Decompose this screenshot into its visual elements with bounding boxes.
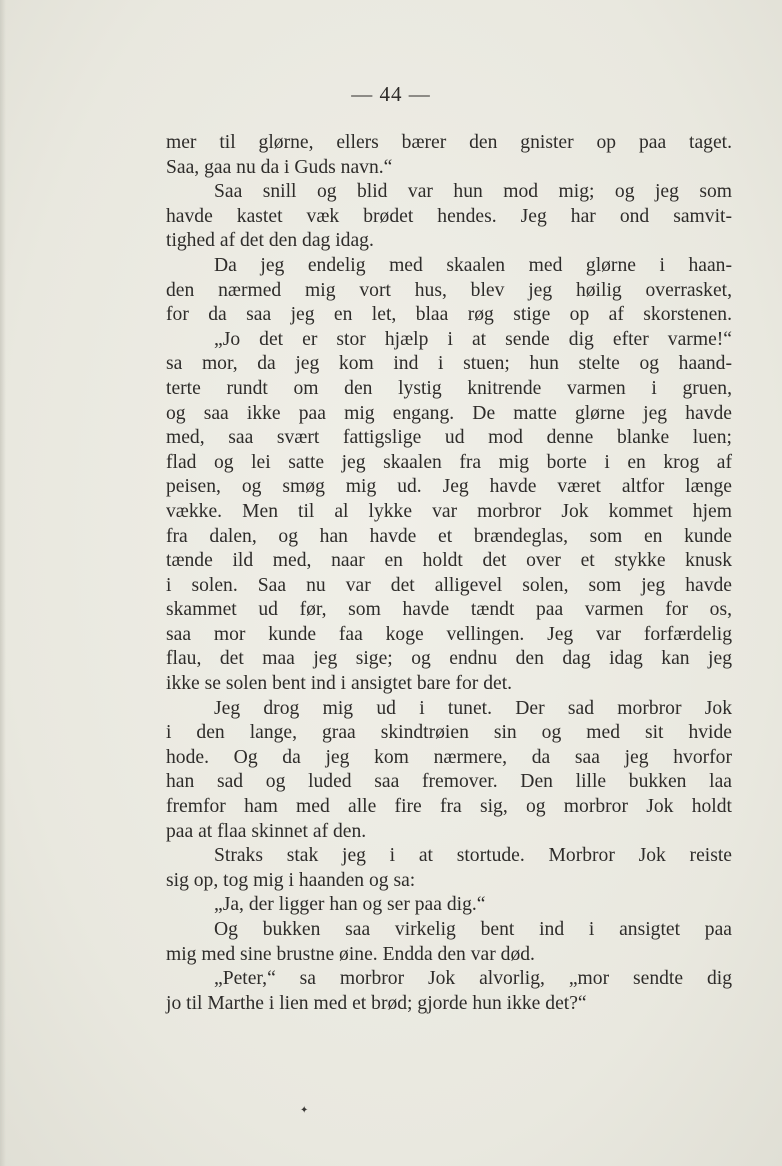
text-line: Og bukken saa virkelig bent ind i ansigtet paa [214,919,732,940]
text-line: Straks stak jeg i at stortude. Morbror Jok reiste [214,845,732,867]
text-line: „Jo det er stor hjælp i at sende dig efter varme!“ [214,328,732,350]
text-line: saa mor kunde faa koge vellingen. Jeg var forfærdelig [166,623,732,645]
text-line: havde kastet væk brødet hendes. Jeg har ond samvit- [166,205,732,227]
text-line: jo til Marthe i lien med et brød; gjorde hun ikke det?“ [166,992,587,1014]
text-line: „Ja, der ligger han og ser paa dig.“ [214,894,486,916]
text-line: mig med sine brustne øine. Endda den var død. [166,943,535,965]
text-line: den nærmed mig vort hus, blev jeg høilig overrasket, [166,279,732,301]
text-line: paa at flaa skinnet af den. [166,820,367,842]
text-line: terte rundt om den lystig knitrende varmen i gruen, [166,377,732,399]
text-line: „Peter,“ sa morbror Jok alvorlig, „mor sendte dig [214,968,732,990]
text-line: tighed af det den dag idag. [166,230,374,252]
text-line: tænde ild med, naar en holdt det over et stykke knusk [166,550,732,572]
text-line: peisen, og smøg mig ud. Jeg havde været altfor længe [166,476,732,498]
text-line: sa mor, da jeg kom ind i stuen; hun stelte og haand- [166,353,732,375]
page-number: — 44 — [351,82,431,106]
text-line: for da saa jeg en let, blaa røg stige op af skorstenen. [166,304,732,326]
ink-speck-mark: ✦ [300,1105,309,1116]
text-line: Saa snill og blid var hun mod mig; og jeg som [214,181,732,203]
text-line: Da jeg endelig med skaalen med glørne i haan- [214,254,732,276]
text-line: fra dalen, og han havde et brændeglas, som en kunde [166,525,732,547]
body-text [166,131,732,1016]
text-line: i solen. Saa nu var det alligevel solen, som jeg havde [166,574,732,596]
text-line: hode. Og da jeg kom nærmere, da saa jeg hvorfor [166,746,732,768]
text-line: og saa ikke paa mig engang. De matte glørne jeg havde [166,402,732,424]
text-line: Saa, gaa nu da i Guds navn.“ [166,156,393,178]
text-line: skammet ud før, som havde tændt paa varmen for os, [166,599,732,621]
text-line: han sad og luded saa fremover. Den lille bukken laa [166,771,732,793]
text-line: ikke se solen bent ind i ansigtet bare for det. [166,673,513,695]
text-line: i den lange, graa skindtrøien sin og med sit hvide [166,722,732,744]
text-line: Jeg drog mig ud i tunet. Der sad morbror Jok [214,697,732,719]
text-line: flau, det maa jeg sige; og endnu den dag idag kan jeg [166,648,732,670]
page-edge-shadow [0,0,6,1166]
text-line: med, saa svært fattigslige ud mod denne blanke luen; [166,427,732,449]
text-line: vække. Men til al lykke var morbror Jok kommet hjem [166,500,732,522]
text-line: sig op, tog mig i haanden og sa: [166,869,416,891]
text-line: flad og lei satte jeg skaalen fra mig borte i en krog af [166,451,732,473]
text-line: fremfor ham med alle fire fra sig, og morbror Jok holdt [166,796,732,818]
text-line: mer til glørne, ellers bærer den gnister op paa taget. [166,132,732,153]
